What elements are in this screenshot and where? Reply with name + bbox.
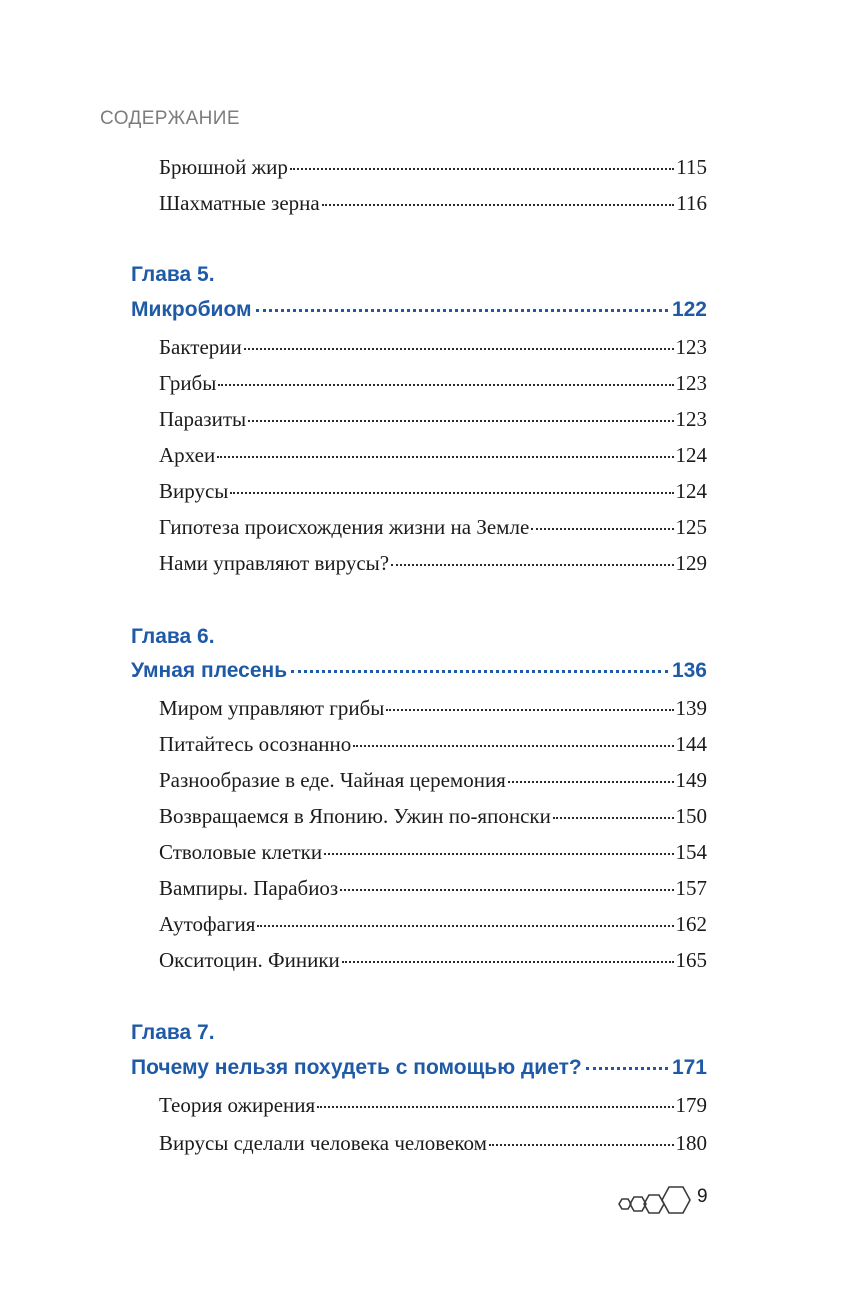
dot-leader [340, 889, 673, 891]
entry-page: 157 [675, 876, 707, 900]
entry-title: Грибы [159, 371, 217, 395]
entry-page: 149 [675, 768, 707, 792]
toc-entry[interactable] [159, 551, 707, 581]
dot-leader [230, 492, 673, 494]
dot-leader [391, 564, 673, 566]
entry-page: 124 [675, 479, 707, 503]
dot-leader [256, 309, 668, 312]
toc-entry[interactable] [159, 515, 707, 545]
entry-page: 129 [675, 551, 707, 575]
entry-title: Гипотеза происхождения жизни на Земле [159, 515, 530, 539]
entry-title: Окситоцин. Финики [159, 948, 340, 972]
dot-leader [531, 528, 673, 530]
entry-page: 115 [676, 155, 707, 179]
entry-page: 125 [675, 515, 707, 539]
entry-page: 179 [675, 1093, 707, 1117]
entry-page: 180 [675, 1131, 707, 1155]
toc-entry[interactable] [159, 191, 707, 221]
dot-leader [244, 348, 674, 350]
toc-entry[interactable] [159, 696, 707, 726]
entry-page: 154 [675, 840, 707, 864]
dot-leader [553, 817, 674, 819]
entry-title: Вампиры. Парабиоз [159, 876, 339, 900]
chapter-page: 171 [671, 1056, 707, 1079]
chapter-page: 136 [671, 659, 707, 682]
toc-entry[interactable] [159, 840, 707, 870]
entry-title: Археи [159, 443, 216, 467]
dot-leader [322, 204, 675, 206]
toc-entry[interactable] [159, 479, 707, 509]
toc-entry[interactable] [159, 1093, 707, 1123]
page-number: 9 [697, 1186, 708, 1207]
entry-page: 123 [675, 407, 707, 431]
toc-entry[interactable] [159, 1131, 707, 1161]
entry-page: 162 [675, 912, 707, 936]
dot-leader [386, 709, 673, 711]
chapter-label: Глава 7. [131, 1021, 215, 1044]
entry-title: Питайтесь осознанно [159, 732, 352, 756]
chapter-title[interactable] [131, 1056, 707, 1088]
dot-leader [342, 961, 674, 963]
dot-leader [248, 420, 673, 422]
entry-page: 116 [676, 191, 707, 215]
entry-title: Вирусы [159, 479, 229, 503]
dot-leader [324, 853, 673, 855]
chapter-page: 122 [671, 298, 707, 321]
dot-leader [586, 1067, 668, 1070]
entry-title: Разнообразие в еде. Чайная церемония [159, 768, 506, 792]
entry-page: 150 [675, 804, 707, 828]
toc-entry[interactable] [159, 948, 707, 978]
entry-page: 123 [675, 371, 707, 395]
dot-leader [257, 925, 673, 927]
hexagon-ornament-icon [618, 1183, 694, 1219]
entry-title: Паразиты [159, 407, 247, 431]
dot-leader [217, 456, 673, 458]
entry-title: Брюшной жир [159, 155, 288, 179]
dot-leader [353, 745, 673, 747]
dot-leader [508, 781, 674, 783]
dot-leader [290, 168, 674, 170]
entry-title: Аутофагия [159, 912, 256, 936]
entry-page: 165 [675, 948, 707, 972]
dot-leader [291, 670, 668, 673]
running-head: СОДЕРЖАНИЕ [100, 108, 240, 129]
chapter-label: Глава 5. [131, 263, 215, 286]
chapter-title-text: Микробиом [131, 298, 252, 321]
toc-entry[interactable] [159, 768, 707, 798]
dot-leader [317, 1106, 673, 1108]
toc-entry[interactable] [159, 912, 707, 942]
chapter-title-text: Умная плесень [131, 659, 288, 682]
entry-page: 124 [675, 443, 707, 467]
entry-title: Вирусы сделали человека человеком [159, 1131, 487, 1155]
entry-page: 144 [675, 732, 707, 756]
toc-entry[interactable] [159, 443, 707, 473]
toc-entry[interactable] [159, 371, 707, 401]
toc-entry[interactable] [159, 804, 707, 834]
entry-title: Возвращаемся в Японию. Ужин по-японски [159, 804, 551, 828]
entry-page: 123 [675, 335, 707, 359]
toc-entry[interactable] [159, 732, 707, 762]
chapter-label: Глава 6. [131, 625, 215, 648]
entry-title: Бактерии [159, 335, 242, 359]
toc-entry[interactable] [159, 335, 707, 365]
toc-entry[interactable] [159, 876, 707, 906]
entry-title: Стволовые клетки [159, 840, 323, 864]
entry-title: Нами управляют вирусы? [159, 551, 390, 575]
entry-title: Шахматные зерна [159, 191, 320, 215]
entry-page: 139 [675, 696, 707, 720]
chapter-title-text: Почему нельзя похудеть с помощью диет? [131, 1056, 582, 1079]
chapter-title[interactable] [131, 298, 707, 330]
toc-entry[interactable] [159, 155, 707, 185]
dot-leader [218, 384, 673, 386]
chapter-title[interactable] [131, 659, 707, 691]
entry-title: Миром управляют грибы [159, 696, 385, 720]
toc-entry[interactable] [159, 407, 707, 437]
dot-leader [489, 1144, 674, 1146]
entry-title: Теория ожирения [159, 1093, 316, 1117]
